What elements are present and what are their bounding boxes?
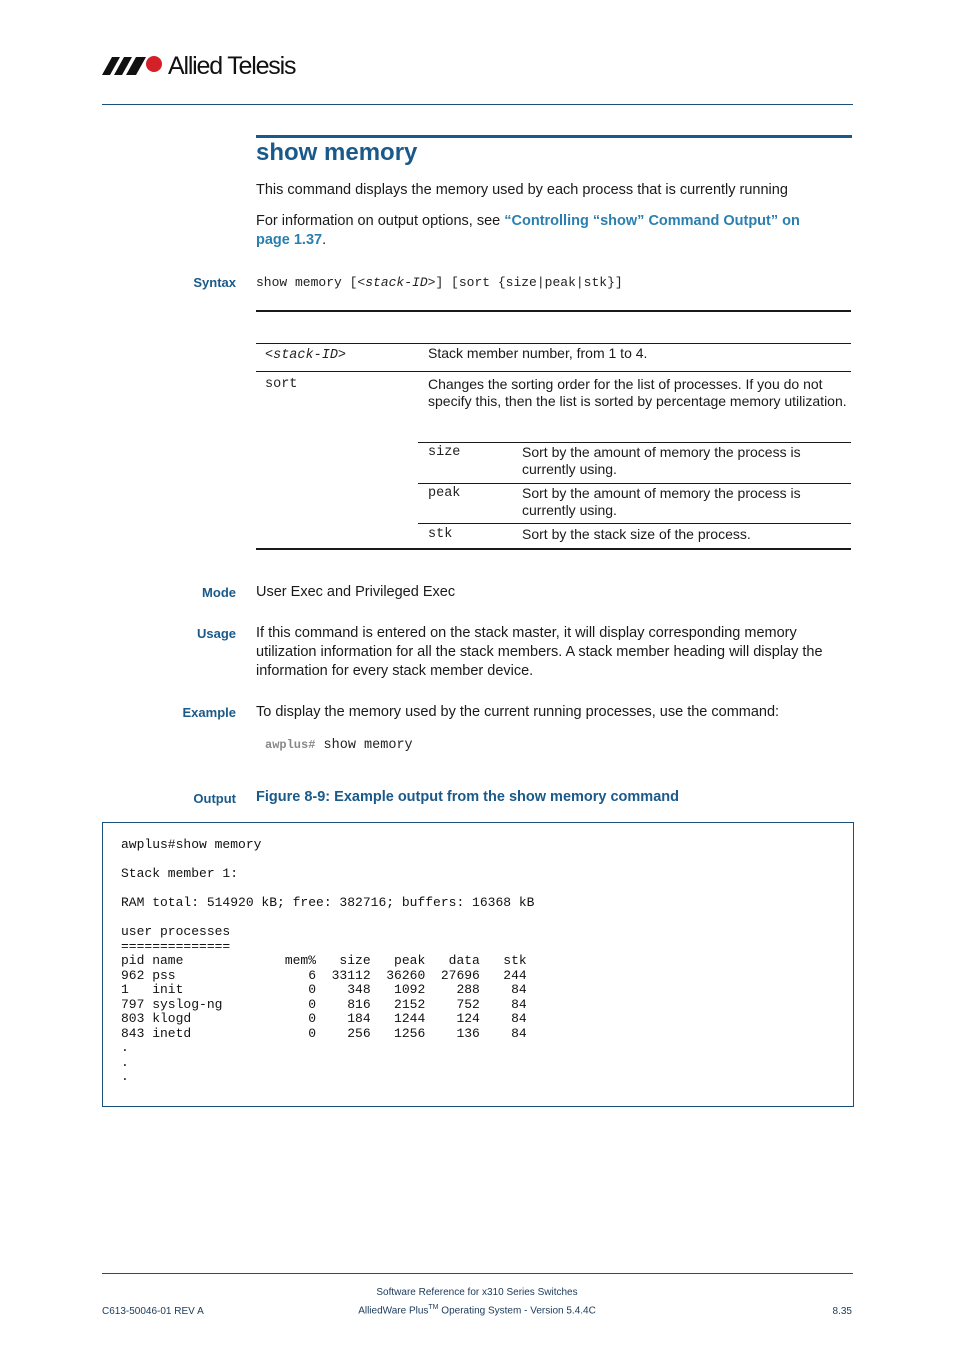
footer-page-number: 8.35 — [832, 1306, 852, 1317]
sort-option-peak: peak — [428, 486, 461, 501]
allied-telesis-logo — [102, 52, 295, 80]
example-cmd: show memory — [323, 738, 413, 753]
logo-mark-icon — [102, 55, 164, 77]
example-label: Example — [182, 705, 236, 720]
output-line: 1 init 0 348 1092 288 84 — [121, 982, 527, 997]
sort-subtable-rule — [418, 442, 851, 443]
output-line: . — [121, 1040, 129, 1055]
output-line: . — [121, 1054, 129, 1070]
usage-text: If this command is entered on the stack master, it will display corresponding memory utilization information for all the stack members. A stack member heading will display the information for every stack member device. — [256, 625, 823, 679]
mode-text: User Exec and Privileged Exec — [256, 584, 456, 600]
param-table-rule — [256, 343, 851, 344]
param-table-bottom-rule — [256, 548, 851, 550]
figure-caption: Figure 8-9: Example output from the show memory command — [256, 789, 679, 805]
output-line: RAM total: 514920 kB; free: 382716; buffers: 16368 kB — [121, 895, 535, 910]
mode-label: Mode — [202, 585, 236, 600]
example-command — [265, 738, 413, 753]
output-line: Stack member 1: — [121, 866, 239, 881]
header-rule — [102, 104, 853, 105]
usage-label: Usage — [196, 626, 236, 641]
sort-subtable-rule — [418, 523, 851, 524]
sort-option-size: size — [428, 445, 461, 460]
output-line: 803 klogd 0 184 1244 124 84 — [121, 1011, 527, 1026]
example-text: To display the memory used by the current running processes, use the command: — [256, 704, 780, 720]
syntax-label: Syntax — [193, 275, 236, 290]
param-sort: sort — [265, 377, 298, 392]
output-line: 962 pss 6 33112 36260 27696 244 — [121, 967, 527, 983]
sort-option-stk-desc: Sort by the stack size of the process. — [522, 526, 751, 542]
output-line: 843 inetd 0 256 1256 136 84 — [121, 1025, 527, 1041]
logo-text: Allied Telesis — [168, 51, 296, 80]
footer-os-version: AlliedWare Plus™ Operating System - Version 5.4.4C — [358, 1304, 596, 1317]
title-rule — [256, 135, 852, 138]
param-sort-desc: Changes the sorting order for the list of processes. If you do not specify this, then the list is sorted by percentage memory utilization. — [428, 376, 847, 409]
param-stack-id: <stack-ID> — [265, 348, 347, 363]
sort-subtable-rule — [418, 483, 851, 484]
footer-title: Software Reference for x310 Series Switches — [376, 1287, 578, 1298]
page-title: show memory — [256, 139, 418, 166]
param-table-rule — [256, 371, 851, 372]
param-stack-id-desc: Stack member number, from 1 to 4. — [428, 345, 648, 361]
output-options-link[interactable]: “Controlling “show” Command Output” on page 1.37 — [256, 213, 800, 248]
footer-rule — [102, 1273, 853, 1274]
output-line: user processes — [121, 924, 231, 939]
output-line: . — [121, 1069, 129, 1084]
syntax-command: show memory [<stack-ID>] [sort {size|peak|stk}] — [256, 275, 623, 290]
footer-doc-id: C613-50046-01 REV A — [102, 1306, 204, 1317]
sort-option-peak-desc: Sort by the amount of memory the process is currently using. — [522, 485, 801, 518]
command-output — [121, 838, 534, 1085]
example-prompt: awplus# — [265, 738, 316, 752]
output-line: pid name mem% size peak data stk — [121, 953, 527, 968]
sort-option-size-desc: Sort by the amount of memory the process is currently using. — [522, 444, 801, 477]
sort-option-stk: stk — [428, 527, 453, 542]
info-prefix: For information on output options, see — [256, 213, 505, 229]
output-line: awplus#show memory — [121, 837, 262, 852]
output-line: ============== — [121, 938, 231, 954]
param-table-top-rule — [256, 310, 851, 312]
output-label: Output — [193, 791, 236, 806]
info-suffix: . — [322, 232, 327, 248]
info-paragraph — [256, 212, 852, 250]
output-line: 797 syslog-ng 0 816 2152 752 84 — [121, 996, 527, 1012]
intro-text: This command displays the memory used by each process that is currently running — [256, 182, 788, 198]
